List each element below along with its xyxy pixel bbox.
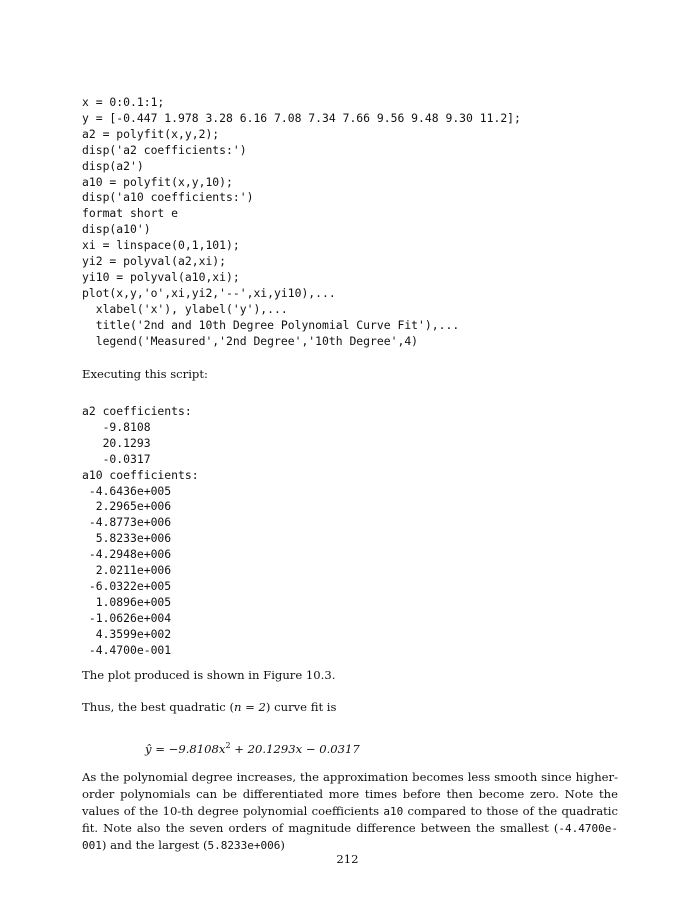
page-number: 212 xyxy=(336,852,359,866)
discussion-code-largest: 5.8233e+006 xyxy=(207,839,281,852)
quadratic-equation xyxy=(145,737,360,758)
thus-after: ) curve fit is xyxy=(265,700,337,714)
discussion-code-smallest: -4.4700e-001 xyxy=(82,822,618,852)
discussion-code-a10: a10 xyxy=(383,805,404,818)
equation-exponent: 2 xyxy=(225,741,231,750)
equation-lhs: ŷ = −9.8108x xyxy=(145,742,226,756)
thus-before: Thus, the best quadratic ( xyxy=(82,700,234,714)
executing-script-text: Executing this script: xyxy=(82,367,208,381)
script-output-listing: a2 coefficients: -9.8108 20.1293 -0.0317 a10 coefficients: -4.6436e+005 2.2965e+006 -4.8773e+006 5.8233e+006 -4.2948e+006 2.0211e+006 -6.0322e+005 1.0896e+005 -1.0626e+004 4.3599e+002 -4.4700e-001 xyxy=(82,404,199,657)
discussion-text-3: ) and the largest ( xyxy=(101,838,208,852)
discussion-text-2: compared to those of the quadratic fit. Note also the seven orders of magnitude difference between the smallest ( xyxy=(82,804,618,835)
discussion-paragraph xyxy=(82,769,618,854)
matlab-script-listing: x = 0:0.1:1; y = [-0.447 1.978 3.28 6.16 7.08 7.34 7.66 9.56 9.48 9.30 11.2]; a2 = polyfit(x,y,2); disp('a2 coefficients:') disp(a2') a10 = polyfit(x,y,10); disp('a10 coefficients:') format short e disp(a10') xi = linspace(0,1,101); yi2 = polyval(a2,xi); yi10 = polyval(a10,xi); plot(x,y,'o',xi,yi2,'--',xi,yi10),... xlabel('x'), ylabel('y'),... title('2nd and 10th Degree Polynomial Curve Fit'),... legend('Measured','2nd Degree','10th Degree',4) xyxy=(82,95,521,348)
quadratic-fit-intro xyxy=(82,699,618,716)
discussion-text-4: ) xyxy=(280,838,285,852)
discussion-text-1: As the polynomial degree increases, the approximation becomes less smooth since higher-order polynomials can be differentiated more times before then become zero. Note the values of the 10-th degree polynomial coefficients xyxy=(82,770,618,818)
plot-reference-text: The plot produced is shown in Figure 10.3. xyxy=(82,668,336,682)
equation-rhs: + 20.1293x − 0.0317 xyxy=(230,742,360,756)
thus-math: n = 2 xyxy=(233,700,266,714)
